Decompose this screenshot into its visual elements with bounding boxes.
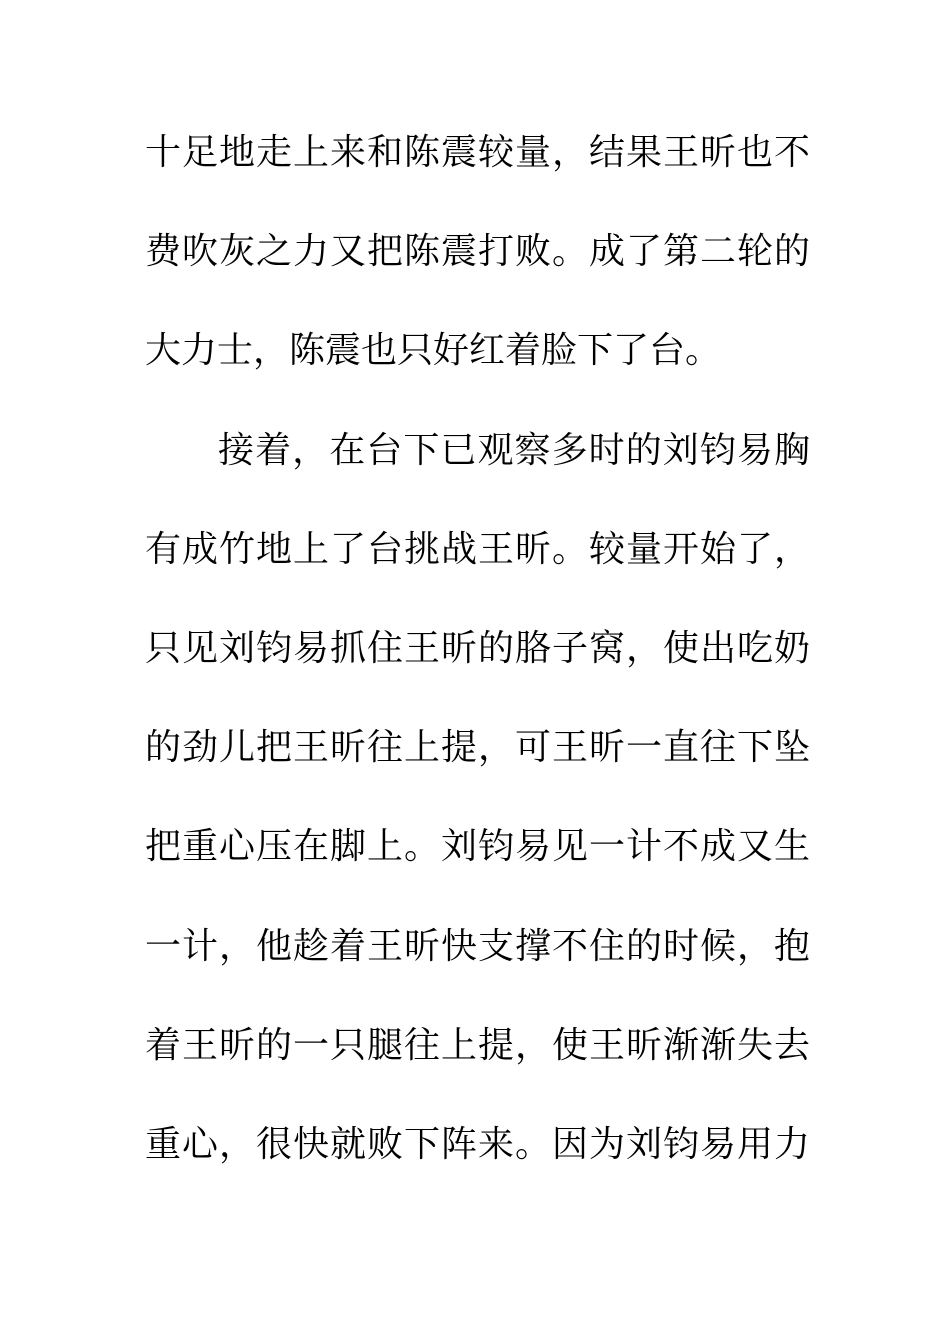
text-line: 费吹灰之力又把陈震打败。成了第二轮的 — [145, 231, 810, 273]
text-line: 有成竹地上了台挑战王昕。较量开始了， — [145, 528, 810, 570]
text-line: 的劲儿把王昕往上提，可王昕一直往下坠 — [145, 727, 810, 769]
text-line: 只见刘钧易抓住王昕的胳子窝，使出吃奶 — [145, 627, 810, 669]
paragraph-start-line: 接着，在台下已观察多时的刘钧易胸 — [218, 429, 810, 471]
text-line: 一计，他趁着王昕快支撑不住的时候，抱 — [145, 925, 810, 967]
body-text — [145, 120, 810, 1211]
text-line: 十足地走上来和陈震较量，结果王昕也不 — [145, 132, 810, 173]
text-line: 把重心压在脚上。刘钧易见一计不成又生 — [145, 826, 810, 868]
text-line: 重心，很快就败下阵来。因为刘钧易用力 — [145, 1123, 810, 1165]
text-line: 大力士，陈震也只好红着脸下了台。 — [145, 330, 722, 372]
text-line: 着王昕的一只腿往上提，使王昕渐渐失去 — [145, 1024, 810, 1066]
